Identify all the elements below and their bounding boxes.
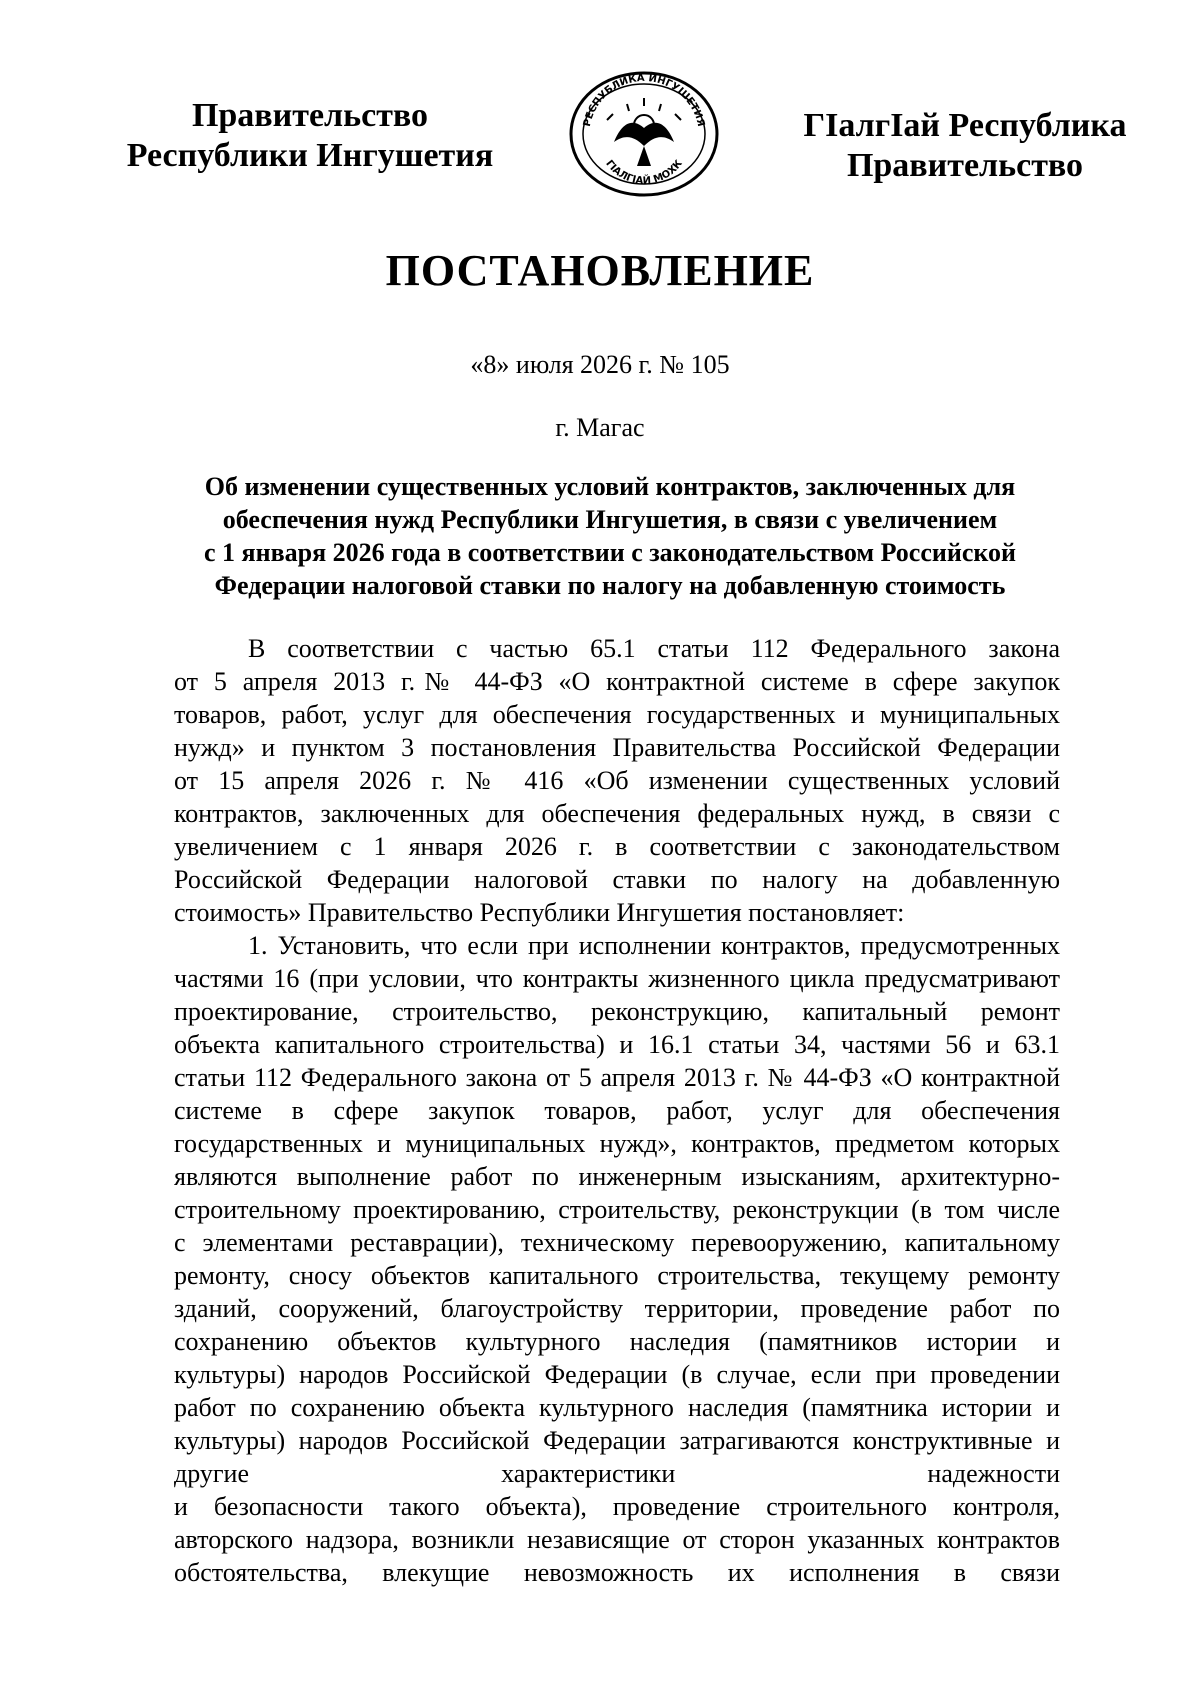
body-line: сохранению объектов культурного наследия (памятников истории и	[174, 1327, 1060, 1356]
body-line: от 15 апреля 2026 г. № 416 «Об изменении существенных условий	[174, 766, 1060, 795]
body-line: проектирование, строительство, реконструкцию, капитальный ремонт	[174, 997, 1060, 1026]
title-line: обеспечения нужд Республики Ингушетия, в связи с увеличением	[222, 505, 998, 534]
body-line: государственных и муниципальных нужд», контрактов, предметом которых	[174, 1129, 1060, 1158]
title-line: с 1 января 2026 года в соответствии с законодательством Российской	[203, 538, 1017, 567]
body-line: другие характеристики надежности	[174, 1459, 1060, 1488]
body-line: увеличением с 1 января 2026 г. в соответствии с законодательством	[174, 832, 1060, 861]
body-line: строительному проектированию, строительству, реконструкции (в том числе	[174, 1195, 1060, 1224]
state-emblem-icon	[567, 70, 721, 198]
body-line: 1. Установить, что если при исполнении контрактов, предусмотренных	[248, 931, 1060, 960]
body-line: Российской Федерации налоговой ставки по налогу на добавленную	[174, 865, 1060, 894]
body-line: контрактов, заключенных для обеспечения федеральных нужд, в связи с	[174, 799, 1060, 828]
header-right-ingush	[790, 106, 1140, 186]
body-line: работ по сохранению объекта культурного наследия (памятника истории и	[174, 1393, 1060, 1422]
body-line: авторского надзора, возникли независящие от сторон указанных контрактов	[174, 1525, 1060, 1554]
body-line: В соответствии с частью 65.1 статьи 112 Федерального закона	[248, 634, 1060, 663]
body-line: являются выполнение работ по инженерным изысканиям, архитектурно-	[174, 1162, 1060, 1191]
header-right-line-2: Правительство	[846, 147, 1084, 184]
document-place: г. Магас	[555, 413, 645, 442]
title-line: Об изменении существенных условий контрактов, заключенных для	[204, 472, 1016, 501]
emblem-text-bottom: ГIАЛГIАЙ МОХК	[603, 158, 685, 187]
body-line: товаров, работ, услуг для обеспечения государственных и муниципальных	[174, 700, 1060, 729]
body-line: культуры) народов Российской Федерации затрагиваются конструктивные и	[174, 1426, 1060, 1455]
body-line: системе в сфере закупок товаров, работ, услуг для обеспечения	[174, 1096, 1060, 1125]
header-right-line-1: ГIалгIай Республика	[803, 107, 1127, 144]
body-line: объекта капитального строительства) и 16.1 статьи 34, частями 56 и 63.1	[174, 1030, 1060, 1059]
body-line: и безопасности такого объекта), проведение строительного контроля,	[174, 1492, 1060, 1521]
body-line: стоимость» Правительство Республики Ингушетия постановляет:	[174, 898, 905, 927]
title-line: Федерации налоговой ставки по налогу на добавленную стоимость	[214, 571, 1006, 600]
header-left-line-2: Республики Ингушетия	[126, 137, 494, 174]
document-type-heading: ПОСТАНОВЛЕНИЕ	[385, 246, 815, 295]
emblem-text-top: РЕСПУБЛИКА ИНГУШЕТИЯ	[581, 72, 707, 128]
document-title	[170, 470, 1050, 602]
document-date-number: «8» июля 2026 г. № 105	[470, 350, 730, 379]
body-line: культуры) народов Российской Федерации (в случае, если при проведении	[174, 1360, 1060, 1389]
body-line: от 5 апреля 2013 г.№ 44-ФЗ «О контрактной системе в сфере закупок	[174, 667, 1060, 696]
header-left-russian	[110, 96, 510, 176]
body-line: частями 16 (при условии, что контракты жизненного цикла предусматривают	[174, 964, 1060, 993]
body-line: статьи 112 Федерального закона от 5 апреля 2013 г. № 44-ФЗ «О контрактной	[174, 1063, 1060, 1092]
body-line: ремонту, сносу объектов капитального строительства, текущему ремонту	[174, 1261, 1060, 1290]
body-line: обстоятельства, влекущие невозможность их исполнения в связи	[174, 1558, 1060, 1587]
body-line: с элементами реставрации), техническому перевооружению, капитальному	[174, 1228, 1060, 1257]
header-left-line-1: Правительство	[191, 97, 429, 134]
body-line: зданий, сооружений, благоустройству территории, проведение работ по	[174, 1294, 1060, 1323]
document-body	[174, 632, 1060, 1589]
body-line: нужд» и пунктом 3 постановления Правительства Российской Федерации	[174, 733, 1060, 762]
